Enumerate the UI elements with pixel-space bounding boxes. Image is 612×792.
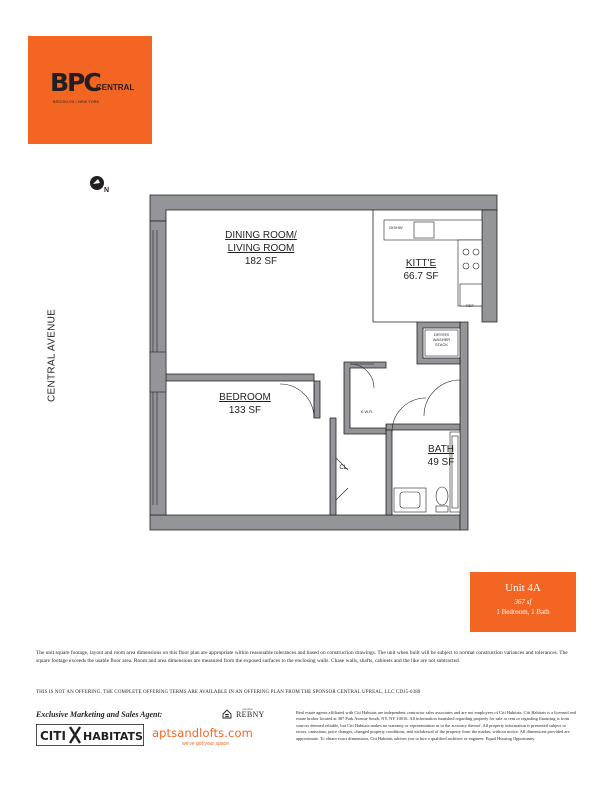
disclaimer-text: The unit square footage, layout and room area dimensions on this floor plan are appropriate within reasonable tolerances and based on construction drawings. The unit when built will be subject to normal construction variances and tolerances. The square footage exceeds the usable floor area. Room and area dimensions are measured from the exposed surfaces to the enclosing walls. Chase walls, shafts, cabinets and the like are not subtracted. [36,650,568,664]
unit-title: Unit 4A [505,582,541,594]
room-bedroom-name: BEDROOM [219,392,271,403]
aptsandlofts-logo [152,726,268,748]
street-label: CENTRAL AVENUE [46,308,58,402]
toilet [436,487,448,505]
wall-top [150,195,497,221]
svg-text:CITI: CITI [40,729,66,743]
room-closet: CL. [339,465,349,471]
logo-location: BROOKLYN • NEW YORK [53,100,100,104]
wall-bath-left [386,430,392,515]
room-dining-living-area: 182 SF [244,256,278,267]
wall-bottom [150,515,460,530]
logo-word: CENTRAL [96,83,135,92]
refrigerator-label: REF [466,303,474,308]
washer-dryer-line2: WASHER [432,337,451,342]
rebny-name: REBNY [236,710,265,719]
dishwasher-label: DISHW [389,225,403,230]
room-kwr: K.W.R. [360,409,374,414]
wall-bath-top [386,424,460,430]
room-bath-name: BATH [428,444,454,455]
room-bath [424,443,458,469]
wall-closet-outer [344,362,386,434]
wall-bedroom-top [166,374,314,381]
aptsandlofts-tagline: we've got your space [182,741,229,747]
logo-mark: BPC [50,68,100,97]
rebny-top: member [242,707,254,711]
room-kitchen-area: 66.7 SF [403,271,439,282]
unit-summary [470,572,576,632]
room-bedroom [214,391,276,417]
washer-dryer-line3: STACK [434,342,449,347]
offering-notice: THIS IS NOT AN OFFERING. THE COMPLETE OFFERING TERMS ARE AVAILABLE IN AN OFFERING PLAN FROM THE SPONSOR CENTRAL UPREAL, LLC CD15-0389 [36,690,421,695]
room-dining-living-line2: LIVING ROOM [227,243,295,254]
kitchen-sink [414,222,434,238]
room-dining-living [215,229,307,268]
aptsandlofts-name: aptsandlofts.com [152,726,253,740]
equal-housing-icon [222,709,232,719]
room-kitchen-name: KITT'E [405,258,437,269]
svg-text:N: N [104,187,110,194]
washer-dryer-line1: DRYER/ [433,332,450,337]
svg-text:HABITATS: HABITATS [83,730,143,743]
rebny-logo [236,707,266,721]
entry-door-swing [424,380,460,416]
wall-right-lower [460,322,468,530]
room-dining-living-line1: DINING ROOM/ [225,230,297,241]
wall-right-upper [482,210,497,322]
vanity-basin [400,492,420,508]
wall-bedroom-right [314,381,320,418]
room-bedroom-area: 133 SF [228,405,262,416]
room-kitchen [396,257,446,283]
citi-habitats-logo [36,724,144,746]
legal-text: Real estate agents affiliated with Citi Habitats are independent contractor sales associates and are not employees of Citi Habitats. Citi Habitats is a licensed real estate broker located at 387 Park Avenue South, NY, NY 10016. All information furnished regarding property for sale or rent or regarding financing is from sources deemed reliable, but Citi Habitats makes no warranty or representation as to the accuracy thereof. All property information is presented subject to errors, omissions, price changes, changed property conditions, and withdrawal of the property from the market, without notice. All dimensions provided are approximate. To obtain exact dimensions, Citi Habitats advises you to hire a qualified architect or engineer. Equal Housing Opportunity. [296,710,577,741]
washer-dryer-label [425,332,458,347]
agent-label: Exclusive Marketing and Sales Agent: [36,710,163,719]
room-bath-area: 49 SF [427,457,455,468]
unit-type: 1 Bedroom, 1 Bath [496,608,550,616]
unit-square-feet: 367 sf [514,598,532,606]
bedroom-door-swing [280,384,314,418]
